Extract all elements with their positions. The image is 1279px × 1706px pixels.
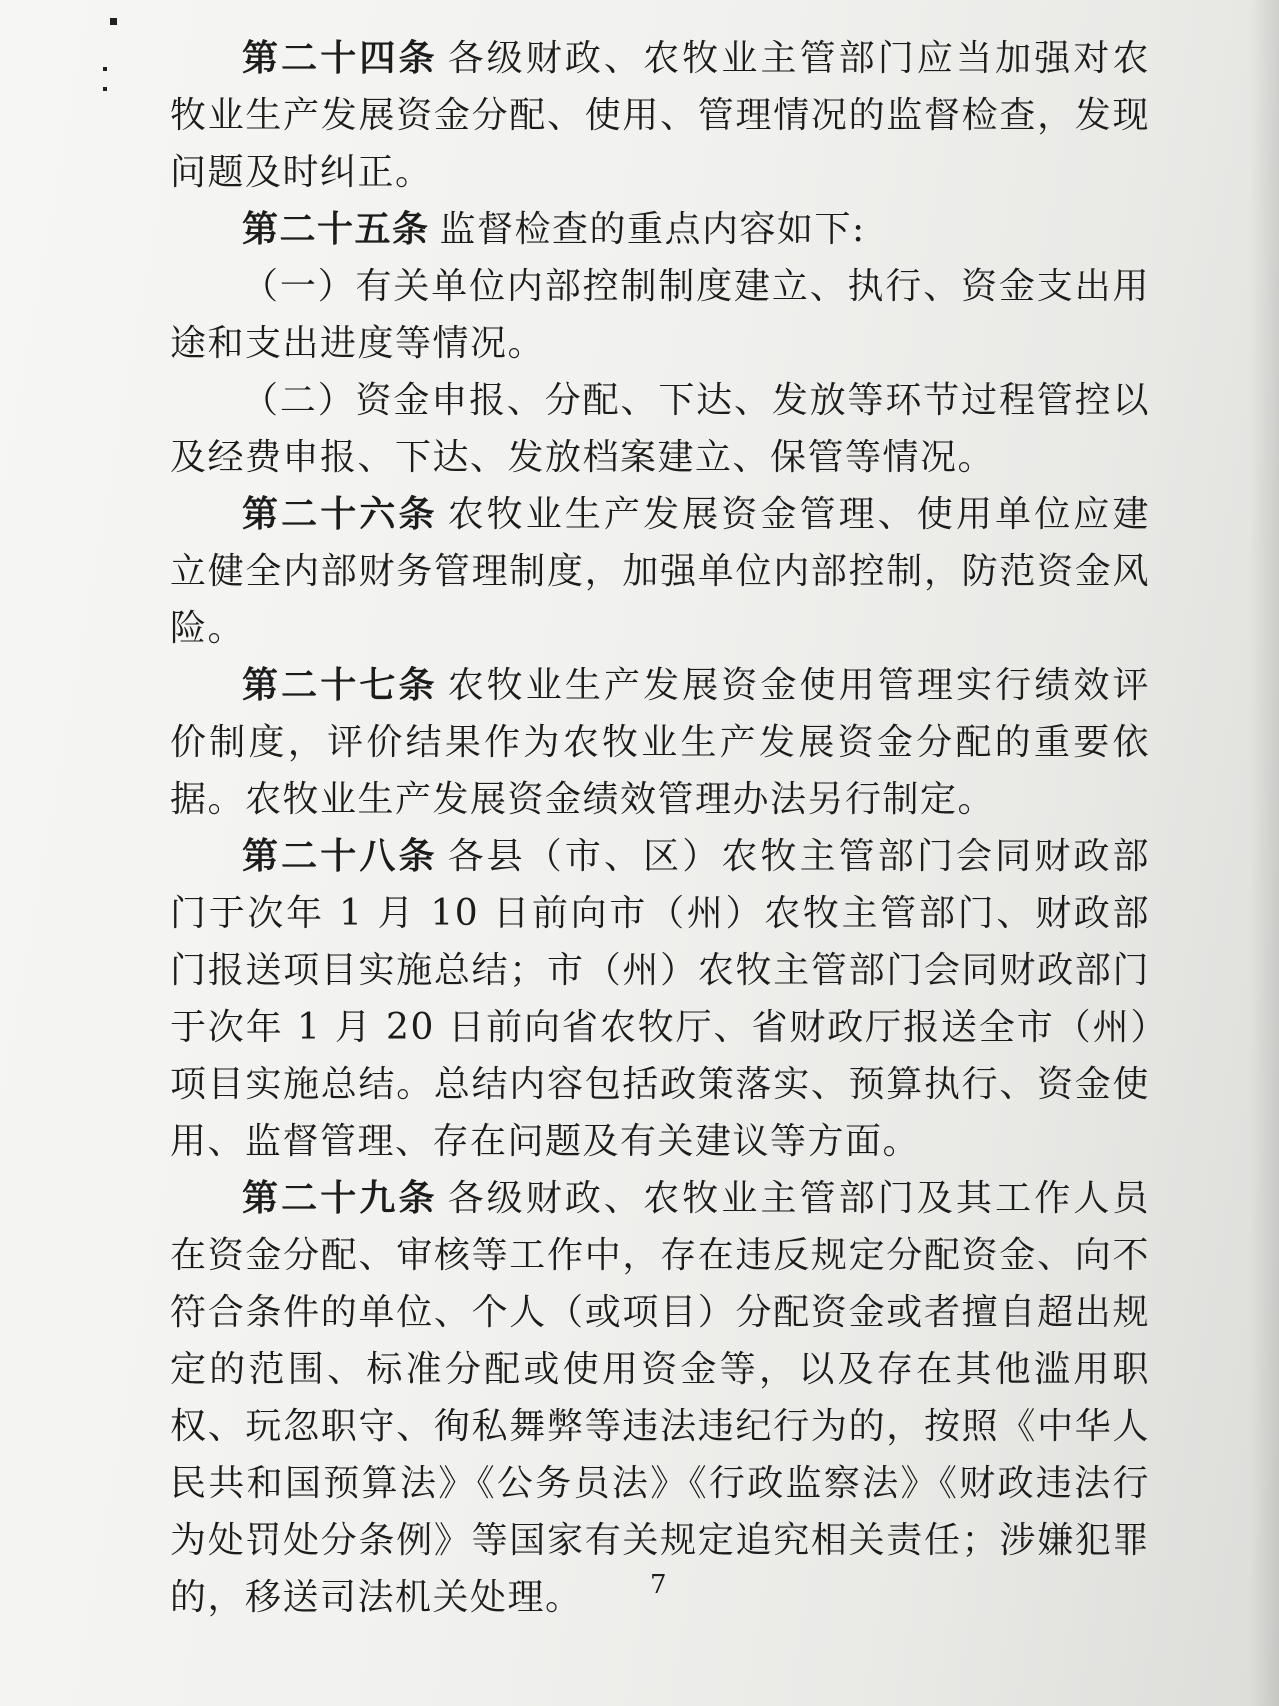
article-25 xyxy=(170,201,1150,258)
article-27 xyxy=(170,657,1150,828)
article-24 xyxy=(170,30,1150,201)
list-item-1 xyxy=(170,258,1150,372)
list-item-text: （一）有关单位内部控制制度建立、执行、资金支出用途和支出进度等情况。 xyxy=(170,266,1150,364)
document-body xyxy=(170,30,1150,1626)
article-29 xyxy=(170,1170,1150,1626)
scan-mark xyxy=(110,18,117,25)
article-heading: 第二十七条 xyxy=(242,664,438,706)
article-text: 农牧业生产发展资金管理、使用单位应建立健全内部财务管理制度，加强单位内部控制，防范资金风险。 xyxy=(170,494,1150,649)
list-item-text: （二）资金申报、分配、下达、发放等环节过程管控以及经费申报、下达、发放档案建立、保管等情况。 xyxy=(170,380,1150,478)
article-heading: 第二十四条 xyxy=(242,37,438,79)
article-text: 农牧业生产发展资金使用管理实行绩效评价制度，评价结果作为农牧业生产发展资金分配的重要依据。农牧业生产发展资金绩效管理办法另行制定。 xyxy=(170,665,1150,820)
article-heading: 第二十八条 xyxy=(242,835,438,877)
article-heading: 第二十九条 xyxy=(242,1177,438,1219)
scan-mark xyxy=(103,87,107,91)
article-heading: 第二十六条 xyxy=(242,493,438,535)
article-text: 各级财政、农牧业主管部门应当加强对农牧业生产发展资金分配、使用、管理情况的监督检查，发现问题及时纠正。 xyxy=(170,38,1150,193)
page-edge-shadow xyxy=(1249,0,1279,1706)
article-text: 各级财政、农牧业主管部门及其工作人员在资金分配、审核等工作中，存在违反规定分配资金、向不符合条件的单位、个人（或项目）分配资金或者擅自超出规定的范围、标准分配或使用资金等，以及存在其他滥用职权、玩忽职守、徇私舞弊等违法违纪行为的，按照《中华人民共和国预算法》《公务员法》《行政监察法》《财政违法行为处罚处分条例》等国家有关规定追究相关责任；涉嫌犯罪的，移送司法机关处理。 xyxy=(170,1178,1150,1618)
page-number: 7 xyxy=(650,1570,667,1600)
scan-mark xyxy=(103,67,107,71)
article-28 xyxy=(170,828,1150,1170)
article-heading: 第二十五条 xyxy=(242,208,430,250)
article-text: 监督检查的重点内容如下: xyxy=(439,209,866,250)
list-item-2 xyxy=(170,372,1150,486)
article-26 xyxy=(170,486,1150,657)
article-text: 各县（市、区）农牧主管部门会同财政部门于次年 1 月 10 日前向市（州）农牧主管部门、财政部门报送项目实施总结；市（州）农牧主管部门会同财政部门于次年 1 月 20 日前向省农牧厅、省财政厅报送全市（州）项目实施总结。总结内容包括政策落实、预算执行、资金使用、监督管理、存在问题及有关建议等方面。 xyxy=(170,836,1150,1162)
